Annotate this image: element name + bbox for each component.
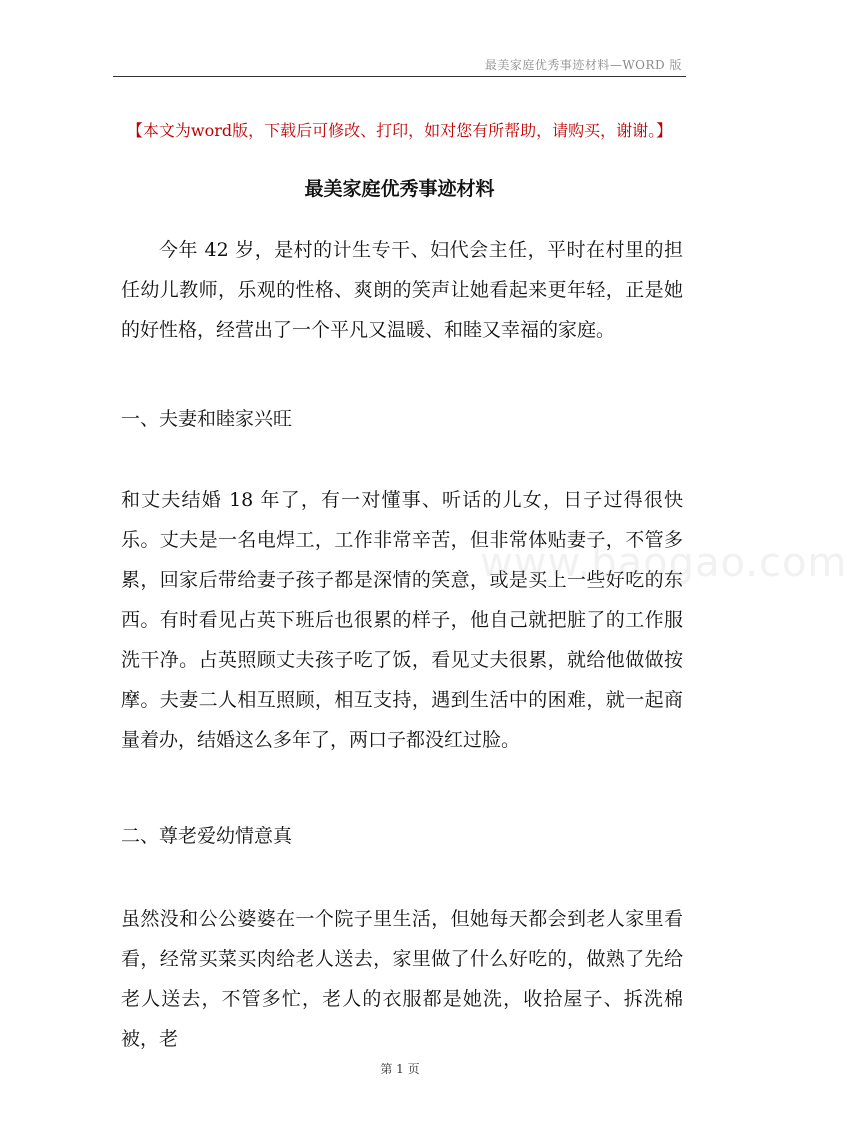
page-number: 第 1 页 [380, 1062, 420, 1076]
section-1-paragraph: 和丈夫结婚 18 年了，有一对懂事、听话的儿女，日子过得很快乐。丈夫是一名电焊工，工作非常辛苦，但非常体贴妻子，不管多累，回家后带给妻子孩子都是深情的笑意，或是买上一些好吃的东西。有时看见占英下班后也很累的样子，他自己就把脏了的工作服洗干净。占英照顾丈夫孩子吃了饭，看见丈夫很累，就给他做做按摩。夫妻二人相互照顾，相互支持，遇到生活中的困难，就一起商量着办，结婚这么多年了，两口子都没红过脸。 [121, 489, 683, 751]
running-header: 最美家庭优秀事迹材料—WORD 版 [484, 58, 682, 72]
download-notice: 【本文为word版，下载后可修改、打印，如对您有所帮助，请购买，谢谢。】 [126, 121, 673, 140]
watermark: www.baogao.com [480, 540, 847, 586]
intro-paragraph: 今年 42 岁，是村的计生专干、妇代会主任，平时在村里的担任幼儿教师，乐观的性格、爽朗的笑声让她看起来更年轻，正是她的好性格，经营出了一个平凡又温暖、和睦又幸福的家庭。 [121, 239, 683, 341]
section-2-paragraph: 虽然没和公公婆婆在一个院子里生活，但她每天都会到老人家里看看，经常买菜买肉给老人送去，家里做了什么好吃的，做熟了先给老人送去，不管多忙，老人的衣服都是她洗，收拾屋子、拆洗棉被，老 [121, 908, 683, 1050]
header-divider [113, 76, 686, 77]
section-heading-2: 二、尊老爱幼情意真 [121, 825, 293, 847]
document-title: 最美家庭优秀事迹材料 [304, 178, 495, 200]
section-heading-1: 一、夫妻和睦家兴旺 [121, 408, 293, 430]
